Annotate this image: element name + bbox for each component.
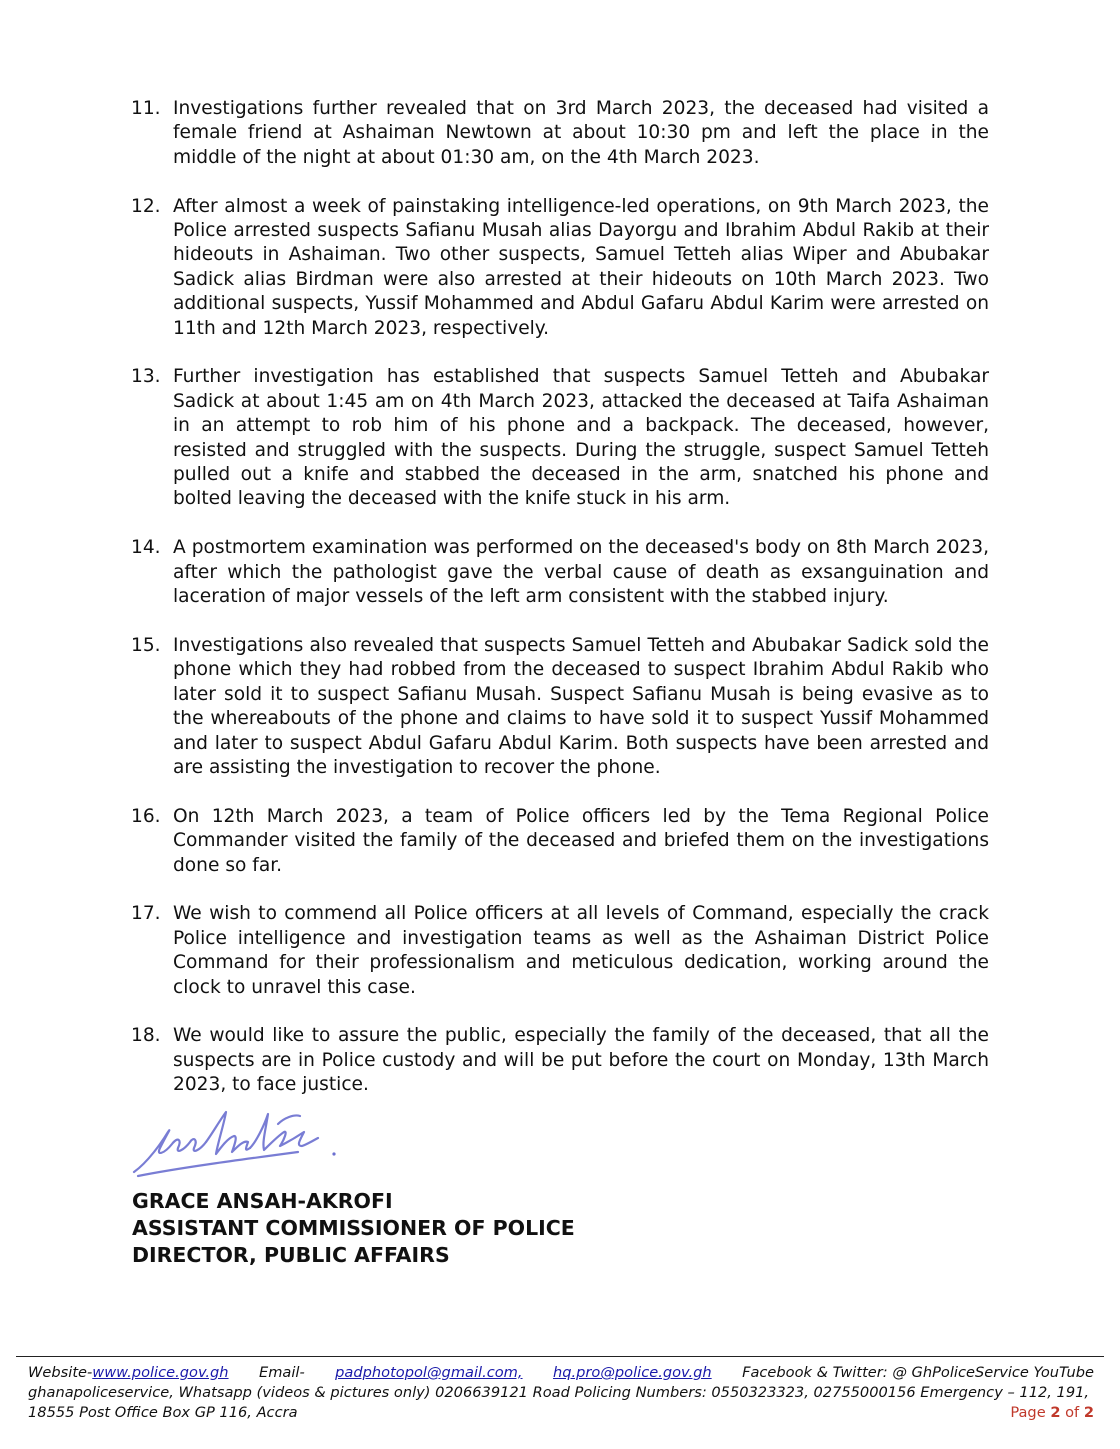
paragraph-11 xyxy=(131,97,989,170)
paragraph-number: 15. xyxy=(131,634,161,656)
footer-divider xyxy=(16,1356,1104,1357)
paragraph-number: 17. xyxy=(131,903,161,925)
signature-block xyxy=(132,1188,575,1269)
signer-title: DIRECTOR, PUBLIC AFFAIRS xyxy=(132,1243,450,1267)
paragraph-number: 18. xyxy=(131,1025,161,1047)
paragraph-number: 13. xyxy=(131,366,161,388)
footer-line-3 xyxy=(28,1403,1094,1423)
paragraph-14 xyxy=(131,536,989,609)
paragraph-text: A postmortem examination was performed on the deceased's body on 8th March 2023, after which the pathologist gave the verbal cause of death as exsanguination and laceration of major vessels of the left arm consistent with the stabbed injury. xyxy=(173,537,989,608)
paragraph-18 xyxy=(131,1024,989,1097)
paragraph-number: 16. xyxy=(131,805,161,827)
paragraph-number: 14. xyxy=(131,537,161,559)
paragraph-number: 12. xyxy=(131,195,161,217)
paragraph-text: We would like to assure the public, especially the family of the deceased, that all the suspects are in Police custody and will be put before the court on Monday, 13th March 2023, to face justice. xyxy=(173,1025,989,1096)
paragraph-text: Further investigation has established that suspects Samuel Tetteh and Abubakar Sadick at about 1:45 am on 4th March 2023, attacked the deceased at Taifa Ashaiman in an attempt to rob him of his phone and a backpack. The deceased, however, resisted and struggled with the suspects. During the struggle, suspect Samuel Tetteh pulled out a knife and stabbed the deceased in the arm, snatched his phone and bolted leaving the deceased with the knife stuck in his arm. xyxy=(173,366,989,510)
email-label: Email- xyxy=(258,1364,305,1381)
paragraph-text: We wish to commend all Police officers at all levels of Command, especially the crack Police intelligence and investigation teams as well as the Ashaiman District Police Command for their professionalism and meticulous dedication, working around the clock to unravel this case. xyxy=(173,903,989,998)
paragraph-12 xyxy=(131,195,989,341)
paragraph-13 xyxy=(131,365,989,511)
website-label: Website- xyxy=(28,1364,93,1381)
handwritten-signature xyxy=(128,1102,348,1182)
page-number: Page 2 of 2 xyxy=(1010,1404,1094,1421)
paragraph-text: Investigations further revealed that on 3rd March 2023, the deceased had visited a female friend at Ashaiman Newtown at about 10:30 pm and left the place in the middle of the night at about 01:30 am, on the 4th March 2023. xyxy=(173,98,989,168)
paragraph-16 xyxy=(131,805,989,878)
paragraph-text: Investigations also revealed that suspects Samuel Tetteh and Abubakar Sadick sold the phone which they had robbed from the deceased to suspect Ibrahim Abdul Rakib who later sold it to suspect Safianu Musah. Suspect Safianu Musah is being evasive as to the whereabouts of the phone and claims to have sold it to suspect Yussif Mohammed and later to suspect Abdul Gafaru Abdul Karim. Both suspects have been arrested and are assisting the investigation to recover the phone. xyxy=(173,634,989,778)
paragraph-17 xyxy=(131,902,989,1000)
signer-rank: ASSISTANT COMMISSIONER OF POLICE xyxy=(132,1216,575,1240)
website-link[interactable]: www.police.gov.gh xyxy=(92,1364,229,1381)
footer-address: 18555 Post Office Box GP 116, Accra xyxy=(28,1404,298,1421)
footer-line-2: ghanapoliceservice, Whatsapp (videos & pictures only) 0206639121 Road Policing Numbers: 0550323323, 02755000156 Emergency – 112, 191, xyxy=(28,1384,1090,1401)
email-link-1[interactable]: padphotopol@gmail.com, xyxy=(335,1364,523,1381)
document-body xyxy=(131,97,989,1122)
paragraph-number: 11. xyxy=(131,98,161,119)
paragraph-text: After almost a week of painstaking intelligence-led operations, on 9th March 2023, the Police arrested suspects Safianu Musah alias Dayorgu and Ibrahim Abdul Rakib at their hideouts in Ashaiman. Two other suspects, Samuel Tetteh alias Wiper and Abubakar Sadick alias Birdman were also arrested at their hideouts on 10th March 2023. Two additional suspects, Yussif Mohammed and Abdul Gafaru Abdul Karim were arrested on 11th and 12th March 2023, respectively. xyxy=(173,195,989,339)
paragraph-text: On 12th March 2023, a team of Police officers led by the Tema Regional Police Commander visited the family of the deceased and briefed them on the investigations done so far. xyxy=(173,805,989,876)
social-text: Facebook & Twitter: @ GhPoliceService YouTube xyxy=(742,1364,1094,1381)
footer-line-1 xyxy=(28,1363,1094,1383)
paragraph-15 xyxy=(131,634,989,780)
footer xyxy=(28,1363,1094,1423)
email-link-2[interactable]: hq.pro@police.gov.gh xyxy=(552,1364,712,1381)
signer-name: GRACE ANSAH-AKROFI xyxy=(132,1189,393,1213)
